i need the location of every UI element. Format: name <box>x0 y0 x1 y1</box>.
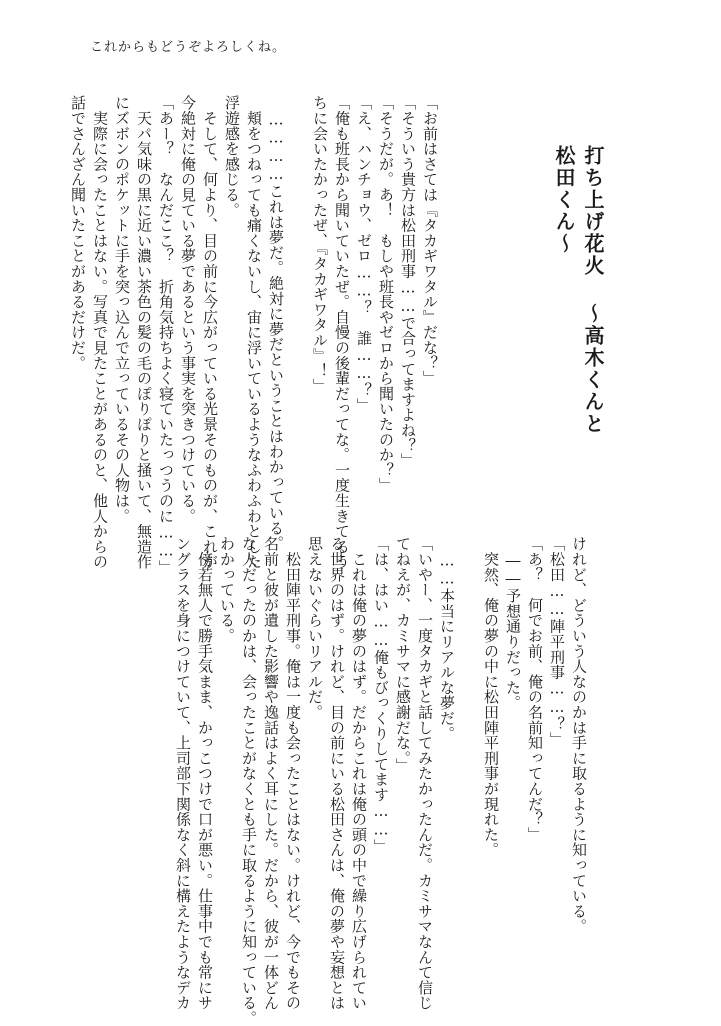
text-line: 「そういう貴方は松田刑事……で合ってますよね？」 <box>399 95 417 469</box>
lower-text-block <box>90 536 590 1026</box>
text-line: 今絶対に俺の見ている夢であるという事実を突きつけている。 <box>179 95 197 524</box>
text-line: 「は、はい……俺もびっくりしてます……」 <box>372 536 390 854</box>
text-line: 傍若無人で勝手気まま、かっこつけで口が悪い。仕事中でも常にサ <box>196 536 214 1011</box>
text-line: これは俺の夢のはず。だからこれは俺の頭の中で繰り広げられてい <box>350 536 368 1011</box>
text-line: にズボンのポケットに手を突っ込んで立っているその人物は。 <box>113 95 131 524</box>
story-title: 打ち上げ花火 ～高木くんと松田くん～ <box>552 145 605 435</box>
text-line: ――予想通りだった。 <box>504 536 522 711</box>
text-line: けれど、どういう人なのかは手に取るように知っている。 <box>570 536 588 934</box>
text-line: ……本当にリアルな夢だ。 <box>438 536 456 741</box>
text-line: 「松田……陣平刑事……？」 <box>548 536 566 747</box>
text-line: 松田陣平刑事。俺は一度も会ったことはない。けれど、今でもその <box>284 536 302 1011</box>
text-line: 浮遊感を感じる。 <box>223 95 241 218</box>
text-line: 実際に会ったことはない。写真で見たことがあるのと、他人からの <box>91 95 109 570</box>
text-line: 「いやー、一度タカギと話してみたかったんだ。カミサマなんて信じ <box>416 536 434 1011</box>
text-line: …………これは夢だ。絶対に夢だということはわかっている。 <box>267 95 285 551</box>
text-line: 突然、俺の夢の中に松田陣平刑事が現れた。 <box>482 536 500 858</box>
text-line: な人だったのかは、会ったことがなくとも手に取るように知っている。 <box>240 536 258 1026</box>
text-line: る世界のはず。けれど、目の前にいる松田さんは、俺の夢や妄想とは <box>328 536 346 1011</box>
text-line: てねえが、カミサマに感謝だな。」 <box>394 536 412 774</box>
text-line: 天パ気味の黒に近い濃い茶色の髪の毛のぽりぽりと掻いて、無造作 <box>135 95 153 570</box>
text-line: 話でさんざん聞いたことがあるだけだ。 <box>69 95 87 371</box>
text-line: 「俺も班長から聞いていたぜ。自慢の後輩だってな。一度生きてるう <box>333 95 351 570</box>
text-line: ちに会いたかったぜ、『タカギワタル』！」 <box>311 95 329 394</box>
text-line: 名前と彼が遺した影響や逸話はよく耳にした。だから、彼が一体どん <box>262 536 280 1011</box>
upper-text-block <box>69 95 441 576</box>
text-line <box>458 536 480 946</box>
text-line: 思えないぐらいリアルだ。 <box>306 536 324 720</box>
text-line: 頬をつねっても痛くないし、宙に浮いているようなふわふわとした <box>245 95 263 570</box>
text-line: 「そうだが。あ！ もしや班長やゼロから聞いたのか？」 <box>377 95 395 493</box>
text-line: 「え、ハンチョウ、ゼロ……？ 誰……？」 <box>355 95 373 413</box>
text-line: 「あ？ 何でお前、俺の名前知ってんだ？」 <box>526 536 544 842</box>
text-line: 「あー？ なんだここ？ 折角気持ちよく寝ていたっつうのに……」 <box>157 95 175 576</box>
text-line: ングラスを身につけていて、上司部下関係なく斜に構えたようなデカ <box>174 536 192 1011</box>
page-header: これからもどうぞよろしくね。 <box>90 40 287 55</box>
text-line: わかっている。 <box>218 536 236 644</box>
text-line: 「お前はさては『タカギワタル』だな？」 <box>421 95 439 386</box>
text-line: そして、何より、目の前に今広がっている光景そのものが、これが <box>201 95 219 570</box>
text-line <box>287 95 309 500</box>
